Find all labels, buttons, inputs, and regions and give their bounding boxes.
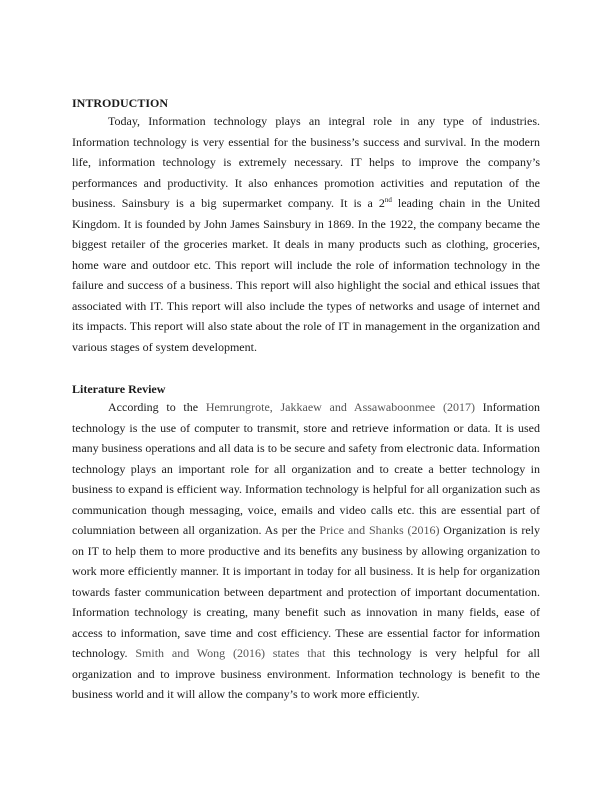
citation-hemrungrote: Hemrungrote, Jakkaew and Assawaboonmee (2017) xyxy=(205,400,475,414)
citation-smith-wong: Smith and Wong (2016) states that xyxy=(135,646,326,660)
literature-text-part-3: Organization is rely on IT to help them to more productive and its benefits any business by allowing organization to work more efficiently manner. It is important in today for all business. It is help for organization towards faster communication between department and protection of important documentation. Information technology is creating, many benefit such as innovation in many fields, ease of access to information, save time and cost efficiency. These are essential factor for information technology. xyxy=(72,523,540,660)
literature-review-paragraph xyxy=(72,397,540,705)
introduction-text-part-1: Today, Information technology plays an integral role in any type of industries. Information technology is very essential for the business’s success and survival. In the modern life, information technology is extremely necessary. IT helps to improve the company’s performances and productivity. It also enhances promotion activities and reputation of the business. Sainsbury is a big supermarket company. It is a 2 xyxy=(72,114,540,210)
ordinal-superscript: nd xyxy=(384,196,392,204)
citation-price-shanks: Price and Shanks (2016) xyxy=(319,523,440,537)
literature-text-part-2: Information technology is the use of computer to transmit, store and retrieve information or data. It is used many business operations and all data is to be secure and safety from electronic data. Information technology plays an important role for all organization and to create a better technology in business to expand is efficient way. Information technology is helpful for all organization such as communication though messaging, voice, emails and video calls etc. this are essential part of columniation between all organization. As per the xyxy=(72,400,540,537)
section-spacer xyxy=(72,357,540,381)
introduction-text-part-2: leading chain in the United Kingdom. It is founded by John James Sainsbury in 1869. In the 1922, the company became the biggest retailer of the groceries market. It deals in many products such as clothing, groceries, home ware and outdoor etc. This report will include the role of information technology in the failure and success of a business. This report will also highlight the social and ethical issues that associated with IT. This report will also include the types of networks and usage of internet and its impacts. This report will also state about the role of IT in management in the organization and various stages of system development. xyxy=(72,196,540,354)
introduction-heading: INTRODUCTION xyxy=(72,96,169,110)
literature-text-part-4: this technology is very helpful for all organization and to improve business environment. Information technology is benefit to the business world and it will allow the company’s to work more efficiently. xyxy=(72,646,541,701)
literature-review-heading: Literature Review xyxy=(72,382,166,396)
introduction-paragraph xyxy=(72,111,540,357)
document-page xyxy=(72,95,540,705)
literature-text-part-1: According to the xyxy=(108,400,206,414)
